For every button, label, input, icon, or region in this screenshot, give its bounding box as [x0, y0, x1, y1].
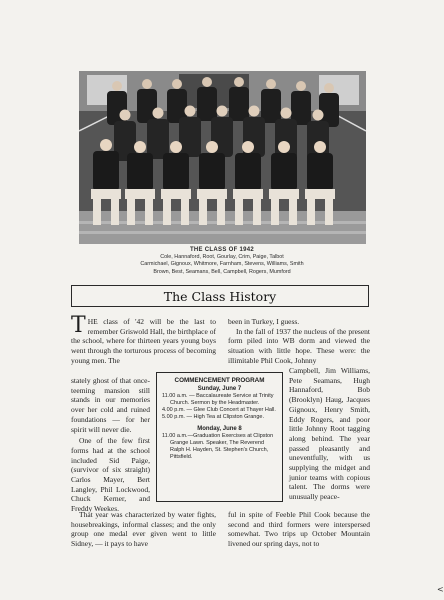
program-event-4: 11.00 a.m.—Graduation Exercises at Clipston Grange Lawn. Speaker, The Reverend Ralph H. Hayden, St. Stephen's Church, Pittsfield. [162, 433, 274, 460]
program-title: COMMENCEMENT PROGRAM [174, 377, 265, 384]
column-2-bottom [228, 510, 370, 549]
column-2-top [228, 317, 370, 366]
paragraph-2: One of the few first forms had at the school included Sid Paige, (survivor of six straight) Carlos Mayer, Bert Langley, Phil Lockwood, Chuck Kerner, and Freddy Weekes. [71, 436, 150, 514]
drop-cap: T [71, 313, 86, 338]
paragraph-1: THE class of '42 will be the last to remember Griswold Hall, the birthplace of the school, where for thirteen years young boys went through the torturous process of becoming young men. The [71, 313, 216, 365]
commencement-program-box [156, 372, 283, 502]
col2-paragraph-1: been in Turkey, I guess. [228, 317, 300, 326]
paragraph-3: That year was characterized by water fights, housebreakings, informal classes; and the only group one medal ever given went to little Sidney, — it pays to have [71, 510, 216, 549]
program-day-1: Sunday, June 7 [197, 386, 242, 392]
caption-title: THE CLASS OF 1942 [189, 247, 255, 253]
caption-line-2: Carmichael, Gignoux, Whitmore, Farnham, Stevens, Williams, Smith [140, 261, 304, 268]
photo-caption [60, 247, 384, 276]
section-title: The Class History [163, 289, 277, 304]
caption-line-3: Brown, Best, Seamans, Bell, Campbell, Rogers, Mumford [153, 268, 291, 275]
program-day-2: Monday, June 8 [197, 426, 242, 432]
program-event-3: 5.00 p.m. — High Tea at Clipston Grange. [162, 414, 265, 420]
caption-line-1: Cole, Hannaford, Root, Gourlay, Crim, Paige, Talbot [160, 254, 284, 261]
column-1-bottom [71, 510, 216, 549]
page-edge-mark: < [437, 585, 444, 594]
class-photo-image [79, 71, 366, 244]
column-2-wrap [289, 366, 370, 502]
col2-paragraph-3: ful in spite of Feeble Phil Cook because the second and third formers were interspersed somewhat. Two trips up October Mountain livened our spring days, not to [228, 510, 370, 549]
program-event-1: 11.00 a.m. — Baccalaureate Service at Trinity Church. Sermon by the Headmaster. [162, 393, 274, 406]
col2-paragraph-2-wrap: Campbell, Jim Williams, Pete Seamans, Hugh Hannaford, Bob (Brooklyn) Haug, Jacques Gignoux, Henry Smith, Eddy Rogers, and poor little Johnny Root tagging along behind. The year passed pleasantly and uneventfully, with us supplying the midget and junior teams with copious talent. The dorms were unusually peace- [289, 366, 370, 502]
paragraph-1-wrap: stately ghost of that once-teeming mansion still stands in our memories over her cold and ruined foundations — for her spirit will never die. [71, 376, 150, 434]
column-1-top [71, 313, 216, 366]
column-1-wrap [71, 376, 150, 514]
col2-paragraph-2: In the fall of 1937 the nucleus of the present form piled into WB dorm and viewed the situation with little hope. These were: the illimitable Phil Cook, Johnny [228, 326, 370, 365]
class-photo [79, 71, 366, 244]
program-event-2: 4.00 p.m. — Glee Club Concert at Thayer Hall. [162, 407, 276, 413]
section-header [71, 285, 369, 307]
